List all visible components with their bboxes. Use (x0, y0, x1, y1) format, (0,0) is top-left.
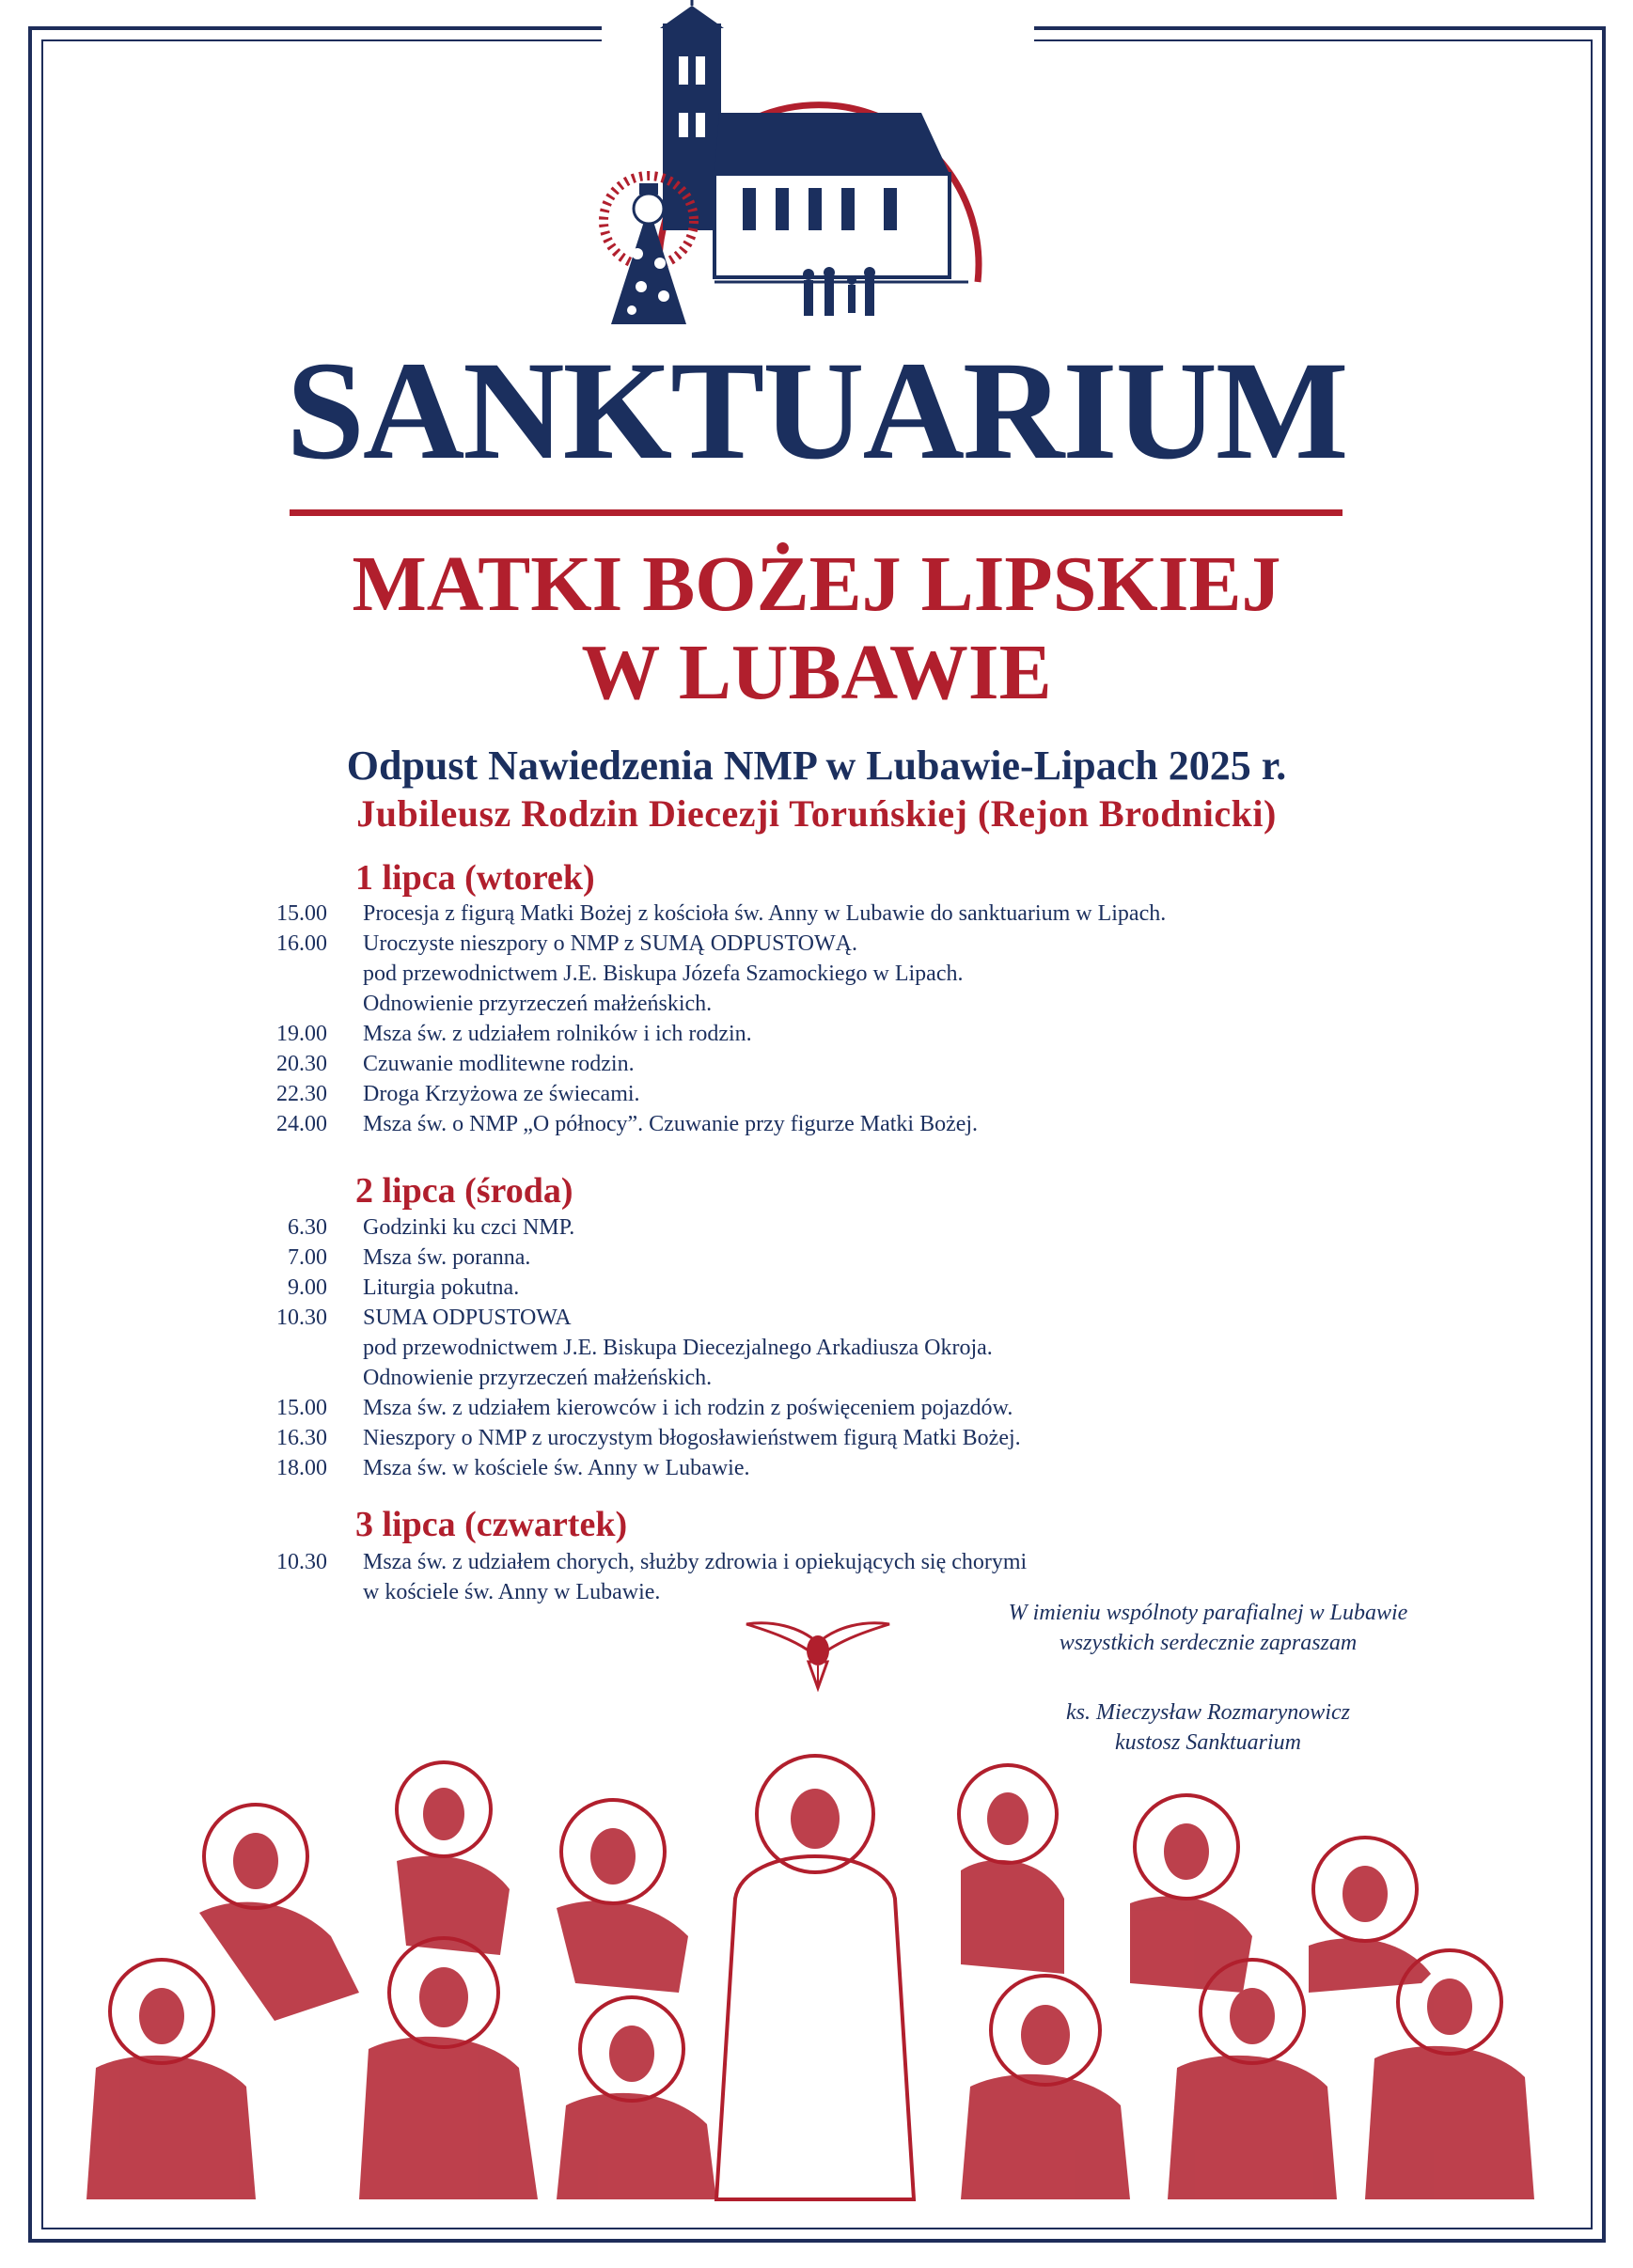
schedule-time: 10.30 (276, 1550, 327, 1574)
schedule-text: Msza św. z udziałem kierowców i ich rodzin z poświęceniem pojazdów. (363, 1396, 1013, 1420)
schedule-text: pod przewodnictwem J.E. Biskupa Józefa Szamockiego w Lipach. (363, 962, 964, 986)
schedule-row (254, 1019, 1382, 1049)
schedule-text: Msza św. poranna. (363, 1245, 531, 1270)
dove-icon (743, 1607, 893, 1692)
event-subtitle: Jubileusz Rodzin Diecezji Toruńskiej (Rejon Brodnicki) (356, 792, 1277, 835)
schedule-text: Uroczyste nieszpory o NMP z SUMĄ ODPUSTOWĄ. (363, 931, 857, 956)
schedule-row (254, 1363, 1382, 1393)
title-divider (290, 509, 1343, 516)
schedule-row (254, 899, 1382, 929)
day-heading: 1 lipca (wtorek) (355, 858, 595, 898)
schedule-text: Msza św. o NMP „O północy”. Czuwanie przy figurze Matki Bożej. (363, 1112, 979, 1136)
schedule-text: SUMA ODPUSTOWA (363, 1306, 572, 1330)
schedule-row (254, 959, 1382, 989)
schedule-text: w kościele św. Anny w Lubawie. (363, 1580, 661, 1604)
church-logo-icon (573, 0, 1062, 348)
schedule-time: 20.30 (276, 1052, 327, 1076)
schedule-row (254, 1049, 1382, 1079)
schedule-text: Godzinki ku czci NMP. (363, 1215, 575, 1240)
page-title: SANKTUARIUM (286, 333, 1347, 489)
schedule-row (254, 989, 1382, 1019)
schedule-text: Liturgia pokutna. (363, 1275, 520, 1300)
apostles-illustration (86, 1711, 1544, 2218)
day-heading: 2 lipca (środa) (355, 1171, 573, 1211)
event-title: Odpust Nawiedzenia NMP w Lubawie-Lipach 2025 r. (346, 743, 1287, 789)
signature-line: W imieniu wspólnoty parafialnej w Lubawie (1008, 1601, 1408, 1625)
signature-author: ks. Mieczysław Rozmarynowicz (1066, 1700, 1350, 1725)
schedule-time: 6.30 (288, 1215, 327, 1240)
schedule-time: 7.00 (288, 1245, 327, 1270)
schedule-row (254, 1423, 1382, 1453)
schedule-row (254, 1212, 1382, 1243)
schedule-text: Msza św. z udziałem chorych, służby zdrowia i opiekujących się chorymi (363, 1550, 1028, 1574)
schedule-row (254, 1547, 1382, 1577)
page-subtitle-line2: W LUBAWIE (581, 629, 1052, 716)
schedule-time: 9.00 (288, 1275, 327, 1300)
schedule-text: Procesja z figurą Matki Bożej z kościoła św. Anny w Lubawie do sanktuarium w Lipach. (363, 901, 1167, 926)
schedule-text: Droga Krzyżowa ze świecami. (363, 1082, 640, 1106)
schedule-text: pod przewodnictwem J.E. Biskupa Diecezjalnego Arkadiusza Okroja. (363, 1336, 993, 1360)
schedule-row (254, 1273, 1382, 1303)
schedule-time: 16.00 (276, 931, 327, 956)
schedule-time: 16.30 (276, 1426, 327, 1450)
schedule-text: Odnowienie przyrzeczeń małżeńskich. (363, 992, 713, 1016)
schedule-row (254, 929, 1382, 959)
schedule-time: 15.00 (276, 1396, 327, 1420)
schedule-text: Msza św. w kościele św. Anny w Lubawie. (363, 1456, 750, 1480)
schedule-row (254, 1243, 1382, 1273)
schedule-text: Czuwanie modlitewne rodzin. (363, 1052, 635, 1076)
schedule-row (254, 1453, 1382, 1483)
schedule-time: 22.30 (276, 1082, 327, 1106)
schedule-time: 19.00 (276, 1022, 327, 1046)
schedule-row (254, 1393, 1382, 1423)
schedule-row (254, 1109, 1382, 1139)
schedule-row (254, 1333, 1382, 1363)
schedule-time: 10.30 (276, 1306, 327, 1330)
schedule-text: Odnowienie przyrzeczeń małżeńskich. (363, 1366, 713, 1390)
signature-role: kustosz Sanktuarium (1115, 1730, 1301, 1755)
schedule-time: 18.00 (276, 1456, 327, 1480)
schedule-text: Msza św. z udziałem rolników i ich rodzin. (363, 1022, 752, 1046)
schedule-time: 24.00 (276, 1112, 327, 1136)
schedule-row (254, 1303, 1382, 1333)
page-subtitle-line1: MATKI BOŻEJ LIPSKIEJ (352, 540, 1281, 628)
schedule-text: Nieszpory o NMP z uroczystym błogosławieństwem figurą Matki Bożej. (363, 1426, 1021, 1450)
day-heading: 3 lipca (czwartek) (355, 1505, 628, 1544)
signature-line: wszystkich serdecznie zapraszam (1059, 1631, 1358, 1655)
schedule-row (254, 1079, 1382, 1109)
schedule-time: 15.00 (276, 901, 327, 926)
